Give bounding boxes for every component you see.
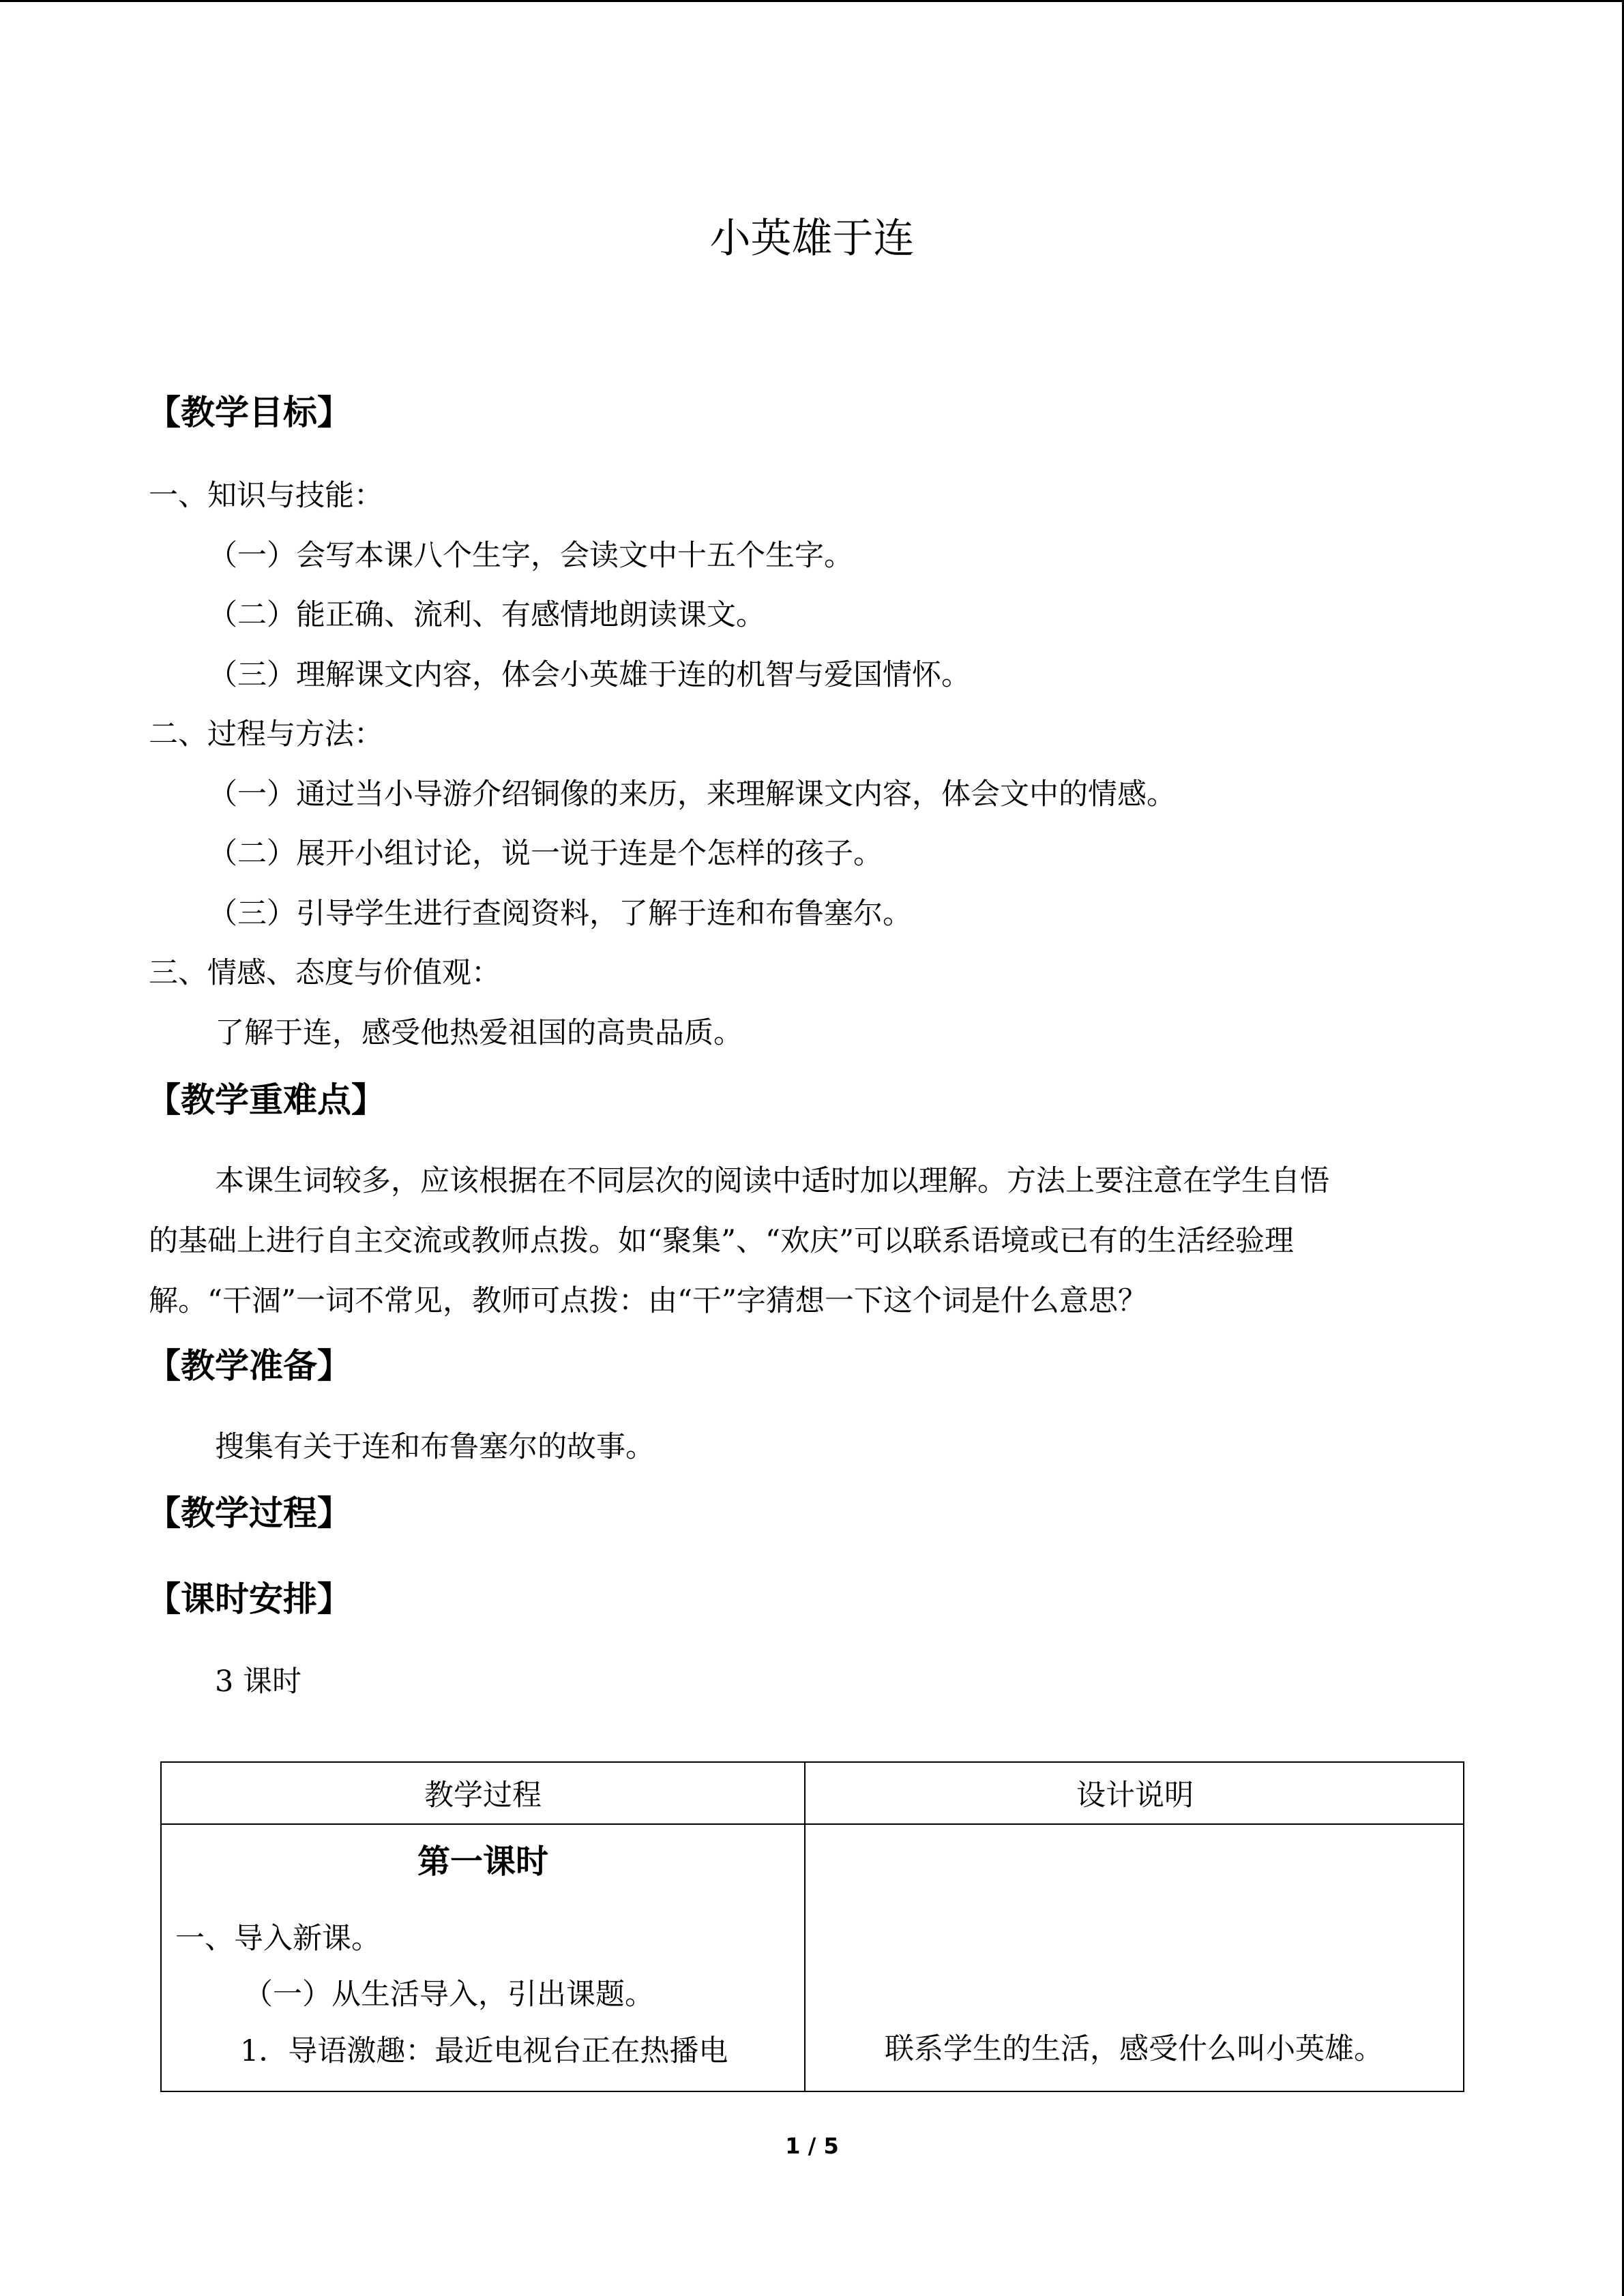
emotion-text: 了解于连，感受他热爱祖国的高贵品质。 [215,1016,743,1050]
heading-teaching-goals: 【教学目标】 [147,393,351,432]
heading-schedule: 【课时安排】 [147,1579,351,1619]
key-points-line-1: 本课生词较多，应该根据在不同层次的阅读中适时加以理解。方法上要注意在学生自悟 [215,1164,1329,1198]
knowledge-label: 一、知识与技能： [149,479,383,513]
schedule-text: 3 课时 [215,1665,302,1699]
heading-preparation: 【教学准备】 [147,1346,351,1386]
table-header-divider [162,1823,1463,1825]
preparation-text: 搜集有关于连和布鲁塞尔的故事。 [215,1430,655,1464]
knowledge-item-1: （一）会写本课八个生字，会读文中十五个生字。 [208,539,853,573]
table-line-sub-intro: （一）从生活导入，引出课题。 [243,1978,654,2012]
page-indicator: 1 / 5 [785,2133,839,2159]
process-item-2: （二）展开小组讨论，说一说于连是个怎样的孩子。 [208,837,883,871]
heading-key-points: 【教学重难点】 [147,1080,385,1120]
knowledge-item-2: （二）能正确、流利、有感情地朗读课文。 [208,598,765,632]
process-item-3: （三）引导学生进行查阅资料，了解于连和布鲁塞尔。 [208,897,912,931]
table-line-step-1: 1．导语激趣：最近电视台正在热播电 [240,2034,728,2068]
table-header-process: 教学过程 [424,1778,542,1813]
emotion-label: 三、情感、态度与价值观： [149,956,501,990]
process-label: 二、过程与方法： [149,717,383,751]
table-line-intro: 一、导入新课。 [175,1922,381,1956]
document-title: 小英雄于连 [709,215,915,263]
page-border-top [0,0,1624,2]
table-header-design-notes: 设计说明 [1076,1778,1194,1813]
design-note: 联系学生的生活，感受什么叫小英雄。 [885,2032,1383,2066]
lesson-title: 第一课时 [417,1843,548,1881]
key-points-line-3: 解。“干涸”一词不常见，教师可点拨：由“干”字猜想一下这个词是什么意思？ [149,1284,1147,1318]
knowledge-item-3: （三）理解课文内容，体会小英雄于连的机智与爱国情怀。 [208,658,971,692]
heading-teaching-process: 【教学过程】 [147,1493,351,1533]
lesson-table [160,1761,1464,2092]
process-item-1: （一）通过当小导游介绍铜像的来历，来理解课文内容，体会文中的情感。 [208,777,1176,811]
key-points-line-2: 的基础上进行自主交流或教师点拨。如“聚集”、“欢庆”可以联系语境或已有的生活经验理 [149,1224,1294,1258]
